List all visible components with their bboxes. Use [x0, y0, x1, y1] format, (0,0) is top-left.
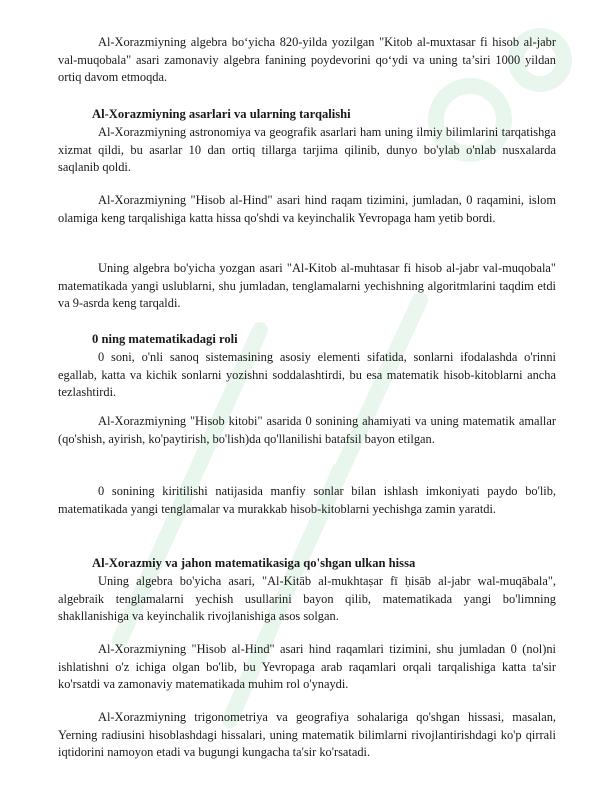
paragraph-6: Al-Xorazmiyning "Hisob kitobi" asarida 0 sonining ahamiyati va uning matematik amallar (qo'shish, ayirish, ko'paytirish, bo'lish)da qo'llanilishi batafsil bayon etilgan.	[58, 414, 556, 446]
heading-world-contribution: Al-Xorazmiy va jahon matematikasiga qo'shgan ulkan hissa	[92, 556, 416, 570]
paragraph-8: Uning algebra bo'yicha asari, "Al-Kitāb al-mukhtaṣar fī ḥisāb al-jabr wal-muqābala", algebraik tenglamalarni yechish usullarini bayon qilib, matematikada yangi bo'limning shakllanishiga va keyinchalik rivojlanishiga asos solgan.	[58, 574, 556, 623]
paragraph-2: Al-Xorazmiyning astronomiya va geografik asarlari ham uning ilmiy bilimlarini tarqatishga xizmat qildi, bu asarlar 10 dan ortiq tillarga tarjima qilinib, dunyo bo'ylab o'nlab nusxalarda saqlanib qoldi.	[58, 125, 556, 174]
heading-zero-role: 0 ning matematikadagi roli	[92, 332, 238, 346]
paragraph-4: Uning algebra bo'yicha yozgan asari "Al-Kitob al-muhtasar fi hisob al-jabr val-muqobala" matematikada yangi uslublarni, shu jumladan, tenglamalarni yechishning algoritmlarini taqdim etdi va 9-asrda keng tarqaldi.	[58, 261, 556, 310]
document-page	[58, 0, 556, 792]
paragraph-9: Al-Xorazmiyning "Hisob al-Hind" asari hind raqamlari tizimini, shu jumladan 0 (nol)ni ishlatishni o'z ichiga olgan bo'lib, bu Yevropaga arab raqamlari orqali tarqalishiga katta ta'sir ko'rsatdi va zamonaviy matematikada muhim rol o'ynaydi.	[58, 642, 556, 691]
paragraph-1: Al-Xorazmiyning algebra bo‘yicha 820-yilda yozilgan "Kitob al-muxtasar fi hisob al-jabr val-muqobala" asari zamonaviy algebra fanining poydevorini qo‘ydi va uning ta’siri 1000 yildan ortiq davom etmoqda.	[58, 35, 556, 84]
paragraph-5: 0 soni, o'nli sanoq sistemasining asosiy elementi sifatida, sonlarni ifodalashda o'rinni egallab, katta va kichik sonlarni yozishni soddalashtirdi, bu esa matematik hisob-kitoblarni ancha tezlashtirdi.	[58, 350, 556, 399]
paragraph-10: Al-Xorazmiyning trigonometriya va geografiya sohalariga qo'shgan hissasi, masalan, Yerning radiusini hisoblashdagi hissalari, uning matematik bilimlarni rivojlantirishdagi ko'p qirrali iqtidorini namoyon etadi va bugungi kungacha ta'sir ko'rsatadi.	[58, 710, 556, 759]
paragraph-7: 0 sonining kiritilishi natijasida manfiy sonlar bilan ishlash imkoniyati paydo bo'lib, matematikada yangi tenglamalar va murakkab hisob-kitoblarni yechishga zamin yaratdi.	[58, 484, 556, 516]
paragraph-3: Al-Xorazmiyning "Hisob al-Hind" asari hind raqam tizimini, jumladan, 0 raqamini, islom olamiga keng tarqalishiga katta hissa qo'shdi va keyinchalik Yevropaga ham yetib bordi.	[58, 193, 556, 225]
heading-works-distribution: Al-Xorazmiyning asarlari va ularning tarqalishi	[92, 107, 351, 121]
